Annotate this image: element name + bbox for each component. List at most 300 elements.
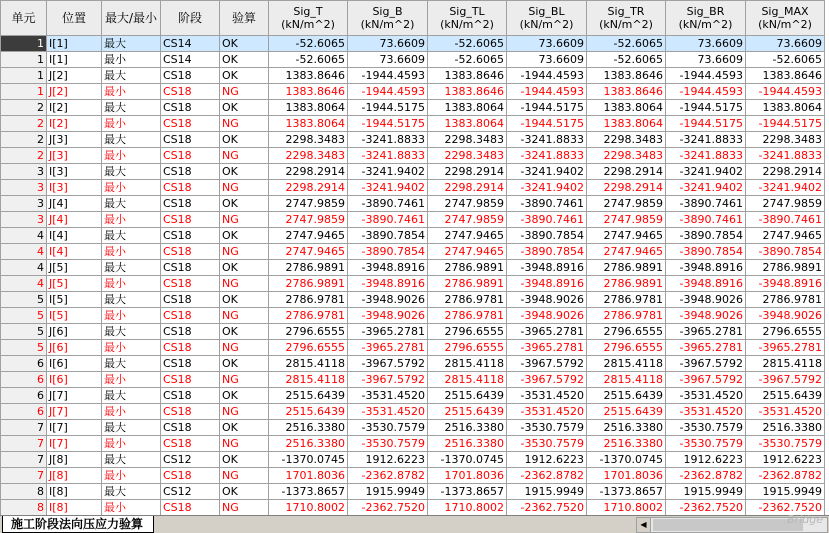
sig-br-cell[interactable]: -2362.8782 [666, 468, 746, 484]
table-row[interactable] [1, 100, 825, 116]
sig-br-cell[interactable]: -3890.7854 [666, 244, 746, 260]
stage-cell[interactable]: CS18 [161, 260, 220, 276]
sig-bl-cell[interactable]: -3965.2781 [507, 340, 587, 356]
sig-bl-cell[interactable]: 73.6609 [507, 36, 587, 52]
stage-cell[interactable]: CS18 [161, 468, 220, 484]
stage-cell[interactable]: CS18 [161, 292, 220, 308]
sig-bl-cell[interactable]: -1944.4593 [507, 68, 587, 84]
max-min-cell[interactable]: 最大 [102, 356, 161, 372]
position-cell[interactable]: J[7] [47, 388, 102, 404]
table-row[interactable] [1, 212, 825, 228]
sig-tl-cell[interactable]: 2796.6555 [428, 324, 507, 340]
sig-tl-cell[interactable]: 2515.6439 [428, 388, 507, 404]
check-cell[interactable]: OK [220, 356, 269, 372]
sig-br-cell[interactable]: -2362.7520 [666, 500, 746, 516]
sig-t-cell[interactable]: 2515.6439 [269, 404, 348, 420]
unit-cell[interactable]: 1 [1, 52, 47, 68]
check-cell[interactable]: OK [220, 52, 269, 68]
position-cell[interactable]: I[6] [47, 356, 102, 372]
sig-max-cell[interactable]: -3890.7461 [746, 212, 825, 228]
sig-tl-cell[interactable]: 2786.9781 [428, 292, 507, 308]
sig-br-cell[interactable]: -3241.8833 [666, 148, 746, 164]
max-min-cell[interactable]: 最大 [102, 452, 161, 468]
sig-br-cell[interactable]: -3531.4520 [666, 388, 746, 404]
sig-b-cell[interactable]: -1944.5175 [348, 100, 428, 116]
table-row[interactable] [1, 500, 825, 516]
check-cell[interactable]: NG [220, 340, 269, 356]
stage-cell[interactable]: CS18 [161, 340, 220, 356]
sig-tl-cell[interactable]: 1383.8064 [428, 100, 507, 116]
position-cell[interactable]: I[6] [47, 372, 102, 388]
check-cell[interactable]: NG [220, 372, 269, 388]
unit-cell[interactable]: 7 [1, 436, 47, 452]
position-cell[interactable]: J[3] [47, 132, 102, 148]
position-cell[interactable]: I[1] [47, 52, 102, 68]
max-min-cell[interactable]: 最大 [102, 68, 161, 84]
sig-max-cell[interactable]: 2815.4118 [746, 356, 825, 372]
sig-tl-cell[interactable]: 2298.2914 [428, 180, 507, 196]
sig-t-cell[interactable]: 2815.4118 [269, 372, 348, 388]
sig-bl-cell[interactable]: 1915.9949 [507, 484, 587, 500]
check-cell[interactable]: OK [220, 100, 269, 116]
sig-b-cell[interactable]: -3965.2781 [348, 340, 428, 356]
stage-cell[interactable]: CS18 [161, 116, 220, 132]
sig-b-cell[interactable]: -3967.5792 [348, 372, 428, 388]
sig-t-cell[interactable]: 2298.2914 [269, 180, 348, 196]
max-min-cell[interactable]: 最大 [102, 292, 161, 308]
position-cell[interactable]: J[5] [47, 276, 102, 292]
sig-tl-cell[interactable]: 1383.8064 [428, 116, 507, 132]
sig-b-cell[interactable]: -3948.9026 [348, 308, 428, 324]
sig-br-cell[interactable]: -3241.9402 [666, 164, 746, 180]
sig-max-cell[interactable]: 2516.3380 [746, 420, 825, 436]
table-row[interactable] [1, 164, 825, 180]
sig-max-cell[interactable]: -1944.4593 [746, 84, 825, 100]
sig-bl-cell[interactable]: -3948.8916 [507, 276, 587, 292]
sig-br-cell[interactable]: -1944.5175 [666, 100, 746, 116]
sig-max-cell[interactable]: 2786.9781 [746, 292, 825, 308]
stage-cell[interactable]: CS18 [161, 308, 220, 324]
check-cell[interactable]: OK [220, 68, 269, 84]
table-row[interactable] [1, 404, 825, 420]
position-cell[interactable]: I[3] [47, 164, 102, 180]
column-header[interactable] [47, 1, 102, 36]
table-row[interactable] [1, 84, 825, 100]
sig-t-cell[interactable]: 2747.9859 [269, 212, 348, 228]
max-min-cell[interactable]: 最小 [102, 116, 161, 132]
sig-t-cell[interactable]: 2796.6555 [269, 340, 348, 356]
sig-tl-cell[interactable]: 2515.6439 [428, 404, 507, 420]
sig-t-cell[interactable]: 1701.8036 [269, 468, 348, 484]
sig-max-cell[interactable]: -3241.8833 [746, 148, 825, 164]
sig-bl-cell[interactable]: -2362.7520 [507, 500, 587, 516]
check-cell[interactable]: OK [220, 228, 269, 244]
sig-tr-cell[interactable]: -1370.0745 [587, 452, 666, 468]
stage-cell[interactable]: CS18 [161, 164, 220, 180]
sig-bl-cell[interactable]: -3241.9402 [507, 164, 587, 180]
scrollbar-thumb[interactable] [653, 519, 803, 531]
sig-t-cell[interactable]: 1383.8646 [269, 68, 348, 84]
sig-br-cell[interactable]: 73.6609 [666, 52, 746, 68]
table-row[interactable] [1, 292, 825, 308]
max-min-cell[interactable]: 最大 [102, 420, 161, 436]
sig-b-cell[interactable]: 1915.9949 [348, 484, 428, 500]
column-header[interactable] [746, 1, 825, 36]
sig-br-cell[interactable]: -3530.7579 [666, 436, 746, 452]
sig-tr-cell[interactable]: 2298.3483 [587, 132, 666, 148]
sig-max-cell[interactable]: 2747.9465 [746, 228, 825, 244]
sig-tr-cell[interactable]: 2815.4118 [587, 356, 666, 372]
sig-t-cell[interactable]: 2298.2914 [269, 164, 348, 180]
sig-bl-cell[interactable]: -3241.9402 [507, 180, 587, 196]
position-cell[interactable]: I[4] [47, 244, 102, 260]
sig-b-cell[interactable]: -3948.8916 [348, 276, 428, 292]
sig-br-cell[interactable]: -3965.2781 [666, 324, 746, 340]
sig-max-cell[interactable]: 2796.6555 [746, 324, 825, 340]
check-cell[interactable]: NG [220, 180, 269, 196]
max-min-cell[interactable]: 最大 [102, 132, 161, 148]
sig-b-cell[interactable]: -3531.4520 [348, 388, 428, 404]
table-row[interactable] [1, 244, 825, 260]
sig-b-cell[interactable]: -3890.7461 [348, 196, 428, 212]
table-row[interactable] [1, 196, 825, 212]
check-cell[interactable]: OK [220, 292, 269, 308]
sig-tr-cell[interactable]: 2815.4118 [587, 372, 666, 388]
sig-bl-cell[interactable]: -3890.7854 [507, 244, 587, 260]
sig-br-cell[interactable]: -3948.8916 [666, 276, 746, 292]
sig-t-cell[interactable]: 2747.9465 [269, 228, 348, 244]
sig-tr-cell[interactable]: 1701.8036 [587, 468, 666, 484]
sig-bl-cell[interactable]: -3530.7579 [507, 436, 587, 452]
position-cell[interactable]: J[2] [47, 68, 102, 84]
sig-tr-cell[interactable]: 2298.2914 [587, 164, 666, 180]
sig-bl-cell[interactable]: -2362.8782 [507, 468, 587, 484]
table-row[interactable] [1, 372, 825, 388]
check-cell[interactable]: OK [220, 36, 269, 52]
check-cell[interactable]: NG [220, 308, 269, 324]
sig-br-cell[interactable]: 1915.9949 [666, 484, 746, 500]
unit-cell[interactable]: 4 [1, 276, 47, 292]
check-cell[interactable]: OK [220, 324, 269, 340]
sig-br-cell[interactable]: -3890.7461 [666, 212, 746, 228]
check-cell[interactable]: OK [220, 132, 269, 148]
sig-tr-cell[interactable]: 2298.2914 [587, 180, 666, 196]
sig-tl-cell[interactable]: -52.6065 [428, 36, 507, 52]
sig-max-cell[interactable]: 2786.9891 [746, 260, 825, 276]
sig-max-cell[interactable]: 2298.2914 [746, 164, 825, 180]
check-cell[interactable]: OK [220, 388, 269, 404]
max-min-cell[interactable]: 最小 [102, 404, 161, 420]
max-min-cell[interactable]: 最小 [102, 148, 161, 164]
position-cell[interactable]: I[8] [47, 500, 102, 516]
sig-tr-cell[interactable]: -1373.8657 [587, 484, 666, 500]
unit-cell[interactable]: 5 [1, 340, 47, 356]
unit-cell[interactable]: 2 [1, 116, 47, 132]
max-min-cell[interactable]: 最小 [102, 84, 161, 100]
sig-b-cell[interactable]: -3241.8833 [348, 148, 428, 164]
table-row[interactable] [1, 484, 825, 500]
sig-tl-cell[interactable]: 1701.8036 [428, 468, 507, 484]
check-cell[interactable]: OK [220, 484, 269, 500]
sig-tl-cell[interactable]: 2516.3380 [428, 420, 507, 436]
sig-t-cell[interactable]: 1383.8064 [269, 100, 348, 116]
sig-tr-cell[interactable]: 2786.9891 [587, 276, 666, 292]
stage-cell[interactable]: CS18 [161, 68, 220, 84]
sig-tl-cell[interactable]: 1383.8646 [428, 68, 507, 84]
stage-cell[interactable]: CS18 [161, 228, 220, 244]
table-row[interactable] [1, 388, 825, 404]
position-cell[interactable]: J[7] [47, 404, 102, 420]
sig-b-cell[interactable]: -3241.9402 [348, 164, 428, 180]
sig-b-cell[interactable]: -3890.7854 [348, 228, 428, 244]
sig-br-cell[interactable]: -3948.8916 [666, 260, 746, 276]
stage-cell[interactable]: CS18 [161, 132, 220, 148]
sig-max-cell[interactable]: -3530.7579 [746, 436, 825, 452]
stage-cell[interactable]: CS12 [161, 452, 220, 468]
stage-cell[interactable]: CS14 [161, 36, 220, 52]
sig-bl-cell[interactable]: -1944.5175 [507, 116, 587, 132]
sig-tr-cell[interactable]: 2747.9859 [587, 212, 666, 228]
sig-max-cell[interactable]: -3967.5792 [746, 372, 825, 388]
unit-cell[interactable]: 4 [1, 228, 47, 244]
sig-max-cell[interactable]: -3890.7854 [746, 244, 825, 260]
sig-br-cell[interactable]: -3241.8833 [666, 132, 746, 148]
sig-tl-cell[interactable]: 2747.9465 [428, 228, 507, 244]
stage-cell[interactable]: CS12 [161, 484, 220, 500]
sig-t-cell[interactable]: 2815.4118 [269, 356, 348, 372]
sig-bl-cell[interactable]: -1944.4593 [507, 84, 587, 100]
check-cell[interactable]: NG [220, 500, 269, 516]
sig-tl-cell[interactable]: 2747.9465 [428, 244, 507, 260]
sig-t-cell[interactable]: -1373.8657 [269, 484, 348, 500]
position-cell[interactable]: J[4] [47, 212, 102, 228]
sig-b-cell[interactable]: -3531.4520 [348, 404, 428, 420]
sig-t-cell[interactable]: 2786.9781 [269, 292, 348, 308]
max-min-cell[interactable]: 最大 [102, 164, 161, 180]
stage-cell[interactable]: CS18 [161, 500, 220, 516]
unit-cell[interactable]: 5 [1, 308, 47, 324]
max-min-cell[interactable]: 最小 [102, 340, 161, 356]
sig-max-cell[interactable]: -3531.4520 [746, 404, 825, 420]
table-row[interactable] [1, 324, 825, 340]
sig-bl-cell[interactable]: -3890.7854 [507, 228, 587, 244]
stage-cell[interactable]: CS18 [161, 180, 220, 196]
check-cell[interactable]: NG [220, 244, 269, 260]
max-min-cell[interactable]: 最小 [102, 308, 161, 324]
sig-tr-cell[interactable]: 2515.6439 [587, 404, 666, 420]
table-row[interactable] [1, 452, 825, 468]
check-cell[interactable]: NG [220, 404, 269, 420]
check-cell[interactable]: NG [220, 212, 269, 228]
max-min-cell[interactable]: 最小 [102, 180, 161, 196]
scroll-left-icon[interactable]: ◀ [637, 518, 651, 532]
sig-tl-cell[interactable]: 2796.6555 [428, 340, 507, 356]
unit-cell[interactable]: 2 [1, 132, 47, 148]
stage-cell[interactable]: CS18 [161, 212, 220, 228]
sig-tl-cell[interactable]: 2786.9781 [428, 308, 507, 324]
sig-tl-cell[interactable]: 2786.9891 [428, 276, 507, 292]
sig-tl-cell[interactable]: 1710.8002 [428, 500, 507, 516]
check-cell[interactable]: NG [220, 116, 269, 132]
sig-t-cell[interactable]: 1383.8646 [269, 84, 348, 100]
sig-b-cell[interactable]: 1912.6223 [348, 452, 428, 468]
sig-br-cell[interactable]: 73.6609 [666, 36, 746, 52]
sig-br-cell[interactable]: -3967.5792 [666, 372, 746, 388]
sig-tl-cell[interactable]: 2298.2914 [428, 164, 507, 180]
stage-cell[interactable]: CS18 [161, 324, 220, 340]
check-cell[interactable]: NG [220, 468, 269, 484]
sig-t-cell[interactable]: 2786.9781 [269, 308, 348, 324]
sig-tr-cell[interactable]: 2516.3380 [587, 420, 666, 436]
sig-br-cell[interactable]: -3890.7461 [666, 196, 746, 212]
sig-tr-cell[interactable]: -52.6065 [587, 52, 666, 68]
sig-tr-cell[interactable]: 1710.8002 [587, 500, 666, 516]
stage-cell[interactable]: CS18 [161, 100, 220, 116]
position-cell[interactable]: I[1] [47, 36, 102, 52]
sig-bl-cell[interactable]: -3890.7461 [507, 212, 587, 228]
sig-t-cell[interactable]: -52.6065 [269, 36, 348, 52]
sig-t-cell[interactable]: -1370.0745 [269, 452, 348, 468]
sig-t-cell[interactable]: 1710.8002 [269, 500, 348, 516]
sig-bl-cell[interactable]: -3948.9026 [507, 308, 587, 324]
table-row[interactable] [1, 356, 825, 372]
unit-cell[interactable]: 3 [1, 180, 47, 196]
position-cell[interactable]: I[2] [47, 116, 102, 132]
check-cell[interactable]: NG [220, 148, 269, 164]
sig-max-cell[interactable]: -52.6065 [746, 52, 825, 68]
sig-tr-cell[interactable]: 2515.6439 [587, 388, 666, 404]
unit-cell[interactable]: 7 [1, 468, 47, 484]
position-cell[interactable]: I[3] [47, 180, 102, 196]
sig-b-cell[interactable]: -1944.4593 [348, 68, 428, 84]
sig-b-cell[interactable]: -3948.8916 [348, 260, 428, 276]
max-min-cell[interactable]: 最大 [102, 100, 161, 116]
sig-b-cell[interactable]: -3530.7579 [348, 436, 428, 452]
sig-bl-cell[interactable]: -3241.8833 [507, 132, 587, 148]
table-row[interactable] [1, 52, 825, 68]
sig-br-cell[interactable]: -1944.4593 [666, 68, 746, 84]
position-cell[interactable]: I[8] [47, 484, 102, 500]
check-cell[interactable]: OK [220, 196, 269, 212]
sig-tr-cell[interactable]: 1383.8646 [587, 68, 666, 84]
position-cell[interactable]: J[6] [47, 340, 102, 356]
sig-t-cell[interactable]: 2747.9465 [269, 244, 348, 260]
sig-br-cell[interactable]: -1944.5175 [666, 116, 746, 132]
sig-br-cell[interactable]: -3967.5792 [666, 356, 746, 372]
position-cell[interactable]: I[5] [47, 292, 102, 308]
column-header[interactable] [161, 1, 220, 36]
check-cell[interactable]: NG [220, 276, 269, 292]
sig-max-cell[interactable]: -2362.7520 [746, 500, 825, 516]
position-cell[interactable]: J[8] [47, 468, 102, 484]
sig-b-cell[interactable]: -3890.7854 [348, 244, 428, 260]
unit-cell[interactable]: 2 [1, 100, 47, 116]
column-header[interactable] [102, 1, 161, 36]
sig-b-cell[interactable]: -3965.2781 [348, 324, 428, 340]
sig-tr-cell[interactable]: 2786.9781 [587, 308, 666, 324]
sig-b-cell[interactable]: -3241.8833 [348, 132, 428, 148]
sheet-tab[interactable] [2, 516, 154, 533]
unit-cell[interactable]: 6 [1, 372, 47, 388]
unit-cell[interactable]: 4 [1, 260, 47, 276]
sig-tr-cell[interactable]: 2796.6555 [587, 340, 666, 356]
table-row[interactable] [1, 308, 825, 324]
sig-br-cell[interactable]: -3530.7579 [666, 420, 746, 436]
sig-b-cell[interactable]: 73.6609 [348, 52, 428, 68]
unit-cell[interactable]: 3 [1, 196, 47, 212]
sig-bl-cell[interactable]: -3531.4520 [507, 388, 587, 404]
stage-cell[interactable]: CS18 [161, 196, 220, 212]
sig-tl-cell[interactable]: 2747.9859 [428, 196, 507, 212]
sig-t-cell[interactable]: 2786.9891 [269, 276, 348, 292]
position-cell[interactable]: I[7] [47, 420, 102, 436]
sig-t-cell[interactable]: 2796.6555 [269, 324, 348, 340]
stage-cell[interactable]: CS18 [161, 244, 220, 260]
sig-bl-cell[interactable]: -3241.8833 [507, 148, 587, 164]
sig-b-cell[interactable]: -1944.4593 [348, 84, 428, 100]
sig-max-cell[interactable]: -3948.8916 [746, 276, 825, 292]
max-min-cell[interactable]: 最大 [102, 260, 161, 276]
sig-max-cell[interactable]: 1912.6223 [746, 452, 825, 468]
position-cell[interactable]: J[4] [47, 196, 102, 212]
sig-t-cell[interactable]: 2516.3380 [269, 436, 348, 452]
sig-tr-cell[interactable]: 1383.8064 [587, 116, 666, 132]
stage-cell[interactable]: CS18 [161, 388, 220, 404]
table-row[interactable] [1, 68, 825, 84]
max-min-cell[interactable]: 最大 [102, 324, 161, 340]
unit-cell[interactable]: 6 [1, 388, 47, 404]
max-min-cell[interactable]: 最大 [102, 228, 161, 244]
check-cell[interactable]: OK [220, 420, 269, 436]
sig-br-cell[interactable]: -3948.9026 [666, 292, 746, 308]
stage-cell[interactable]: CS18 [161, 372, 220, 388]
sig-bl-cell[interactable]: -1944.5175 [507, 100, 587, 116]
unit-cell[interactable]: 5 [1, 292, 47, 308]
sig-tr-cell[interactable]: 2298.3483 [587, 148, 666, 164]
sig-tr-cell[interactable]: 2516.3380 [587, 436, 666, 452]
sig-bl-cell[interactable]: 73.6609 [507, 52, 587, 68]
max-min-cell[interactable]: 最小 [102, 436, 161, 452]
sig-t-cell[interactable]: 2516.3380 [269, 420, 348, 436]
table-row[interactable] [1, 228, 825, 244]
position-cell[interactable]: I[7] [47, 436, 102, 452]
sig-tl-cell[interactable]: 2298.3483 [428, 132, 507, 148]
sig-t-cell[interactable]: 2747.9859 [269, 196, 348, 212]
table-row[interactable] [1, 116, 825, 132]
sig-br-cell[interactable]: -3948.9026 [666, 308, 746, 324]
sig-b-cell[interactable]: -3241.9402 [348, 180, 428, 196]
column-header[interactable] [220, 1, 269, 36]
sig-tl-cell[interactable]: 2786.9891 [428, 260, 507, 276]
sig-b-cell[interactable]: -2362.8782 [348, 468, 428, 484]
sig-b-cell[interactable]: -1944.5175 [348, 116, 428, 132]
sig-bl-cell[interactable]: -3531.4520 [507, 404, 587, 420]
sig-tl-cell[interactable]: 2516.3380 [428, 436, 507, 452]
sig-tr-cell[interactable]: 2747.9465 [587, 244, 666, 260]
sig-br-cell[interactable]: -3890.7854 [666, 228, 746, 244]
max-min-cell[interactable]: 最大 [102, 388, 161, 404]
max-min-cell[interactable]: 最小 [102, 372, 161, 388]
max-min-cell[interactable]: 最小 [102, 468, 161, 484]
position-cell[interactable]: J[6] [47, 324, 102, 340]
sig-b-cell[interactable]: -3890.7461 [348, 212, 428, 228]
sig-max-cell[interactable]: -1944.5175 [746, 116, 825, 132]
sig-bl-cell[interactable]: -3890.7461 [507, 196, 587, 212]
sig-tr-cell[interactable]: 2796.6555 [587, 324, 666, 340]
unit-cell[interactable]: 6 [1, 404, 47, 420]
stage-cell[interactable]: CS18 [161, 276, 220, 292]
max-min-cell[interactable]: 最小 [102, 52, 161, 68]
